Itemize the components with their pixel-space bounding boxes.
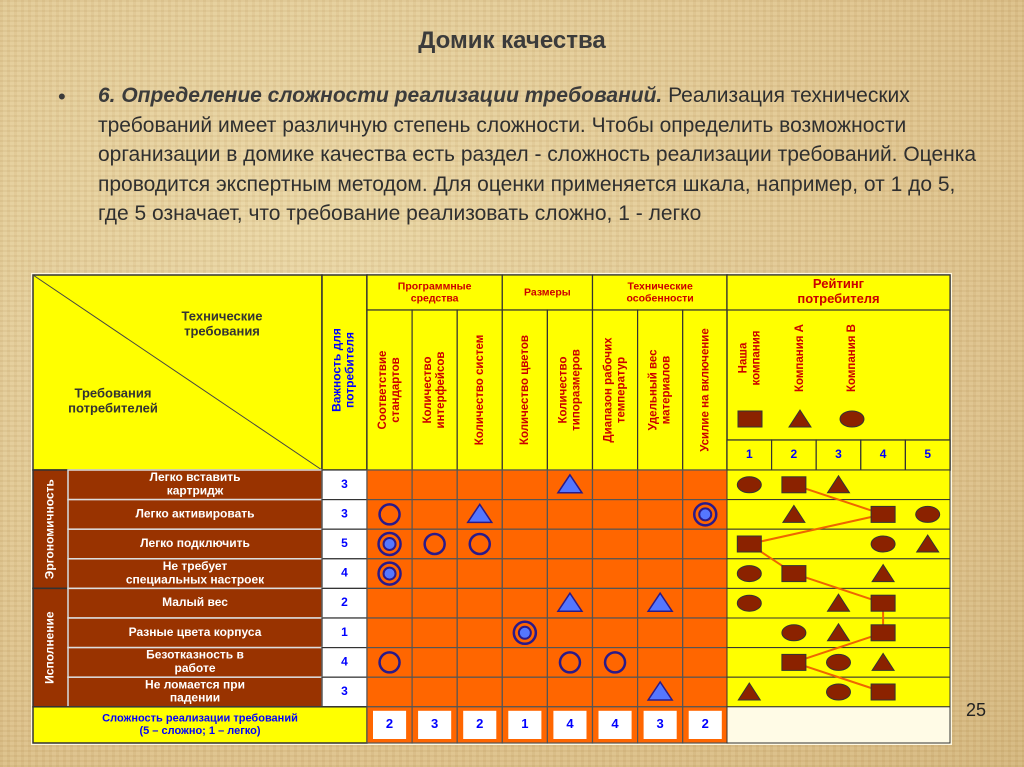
tech-requirement-label: Количествоинтерфейсов	[422, 351, 448, 429]
rating-scale-label: 3	[835, 447, 842, 462]
rating-scale-label: 2	[790, 447, 798, 462]
relation-cell	[593, 677, 638, 707]
relation-cell	[367, 677, 412, 707]
relation-cell	[502, 500, 547, 530]
tech-requirement-label: Соответствиестандартов	[377, 350, 403, 430]
relation-cell	[457, 618, 502, 648]
relation-cell	[683, 677, 728, 707]
rating-company-label: Компания А	[794, 324, 807, 392]
difficulty-value: 3	[431, 716, 439, 732]
relation-cell	[683, 559, 728, 589]
relation-cell	[638, 559, 683, 589]
difficulty-value: 2	[701, 716, 709, 732]
relation-cell	[412, 470, 457, 500]
rating-company-label: Нашакомпания	[737, 330, 763, 386]
importance-value: 4	[341, 654, 348, 669]
relation-cell	[412, 500, 457, 530]
importance-value: 3	[341, 506, 348, 521]
relation-cell	[367, 618, 412, 648]
section-label: Эргономичность	[42, 479, 57, 580]
relation-cell	[367, 470, 412, 500]
group-header-label: Размеры	[524, 286, 571, 299]
section-label: Исполнение	[42, 611, 57, 684]
rating-square-icon	[782, 477, 806, 493]
importance-value: 2	[341, 595, 348, 610]
relation-cell	[683, 529, 728, 559]
relation-cell	[638, 470, 683, 500]
difficulty-value: 3	[656, 716, 664, 732]
relation-cell	[638, 648, 683, 678]
strong-relation-inner-icon	[699, 508, 711, 520]
relation-cell	[593, 588, 638, 618]
tech-requirement-label: Количество цветов	[518, 334, 531, 446]
relation-cell	[593, 618, 638, 648]
customer-requirement-label: Безотказность в работе	[146, 647, 244, 676]
relation-cell	[502, 559, 547, 589]
customer-requirement-label: Легко вставить картридж	[149, 470, 241, 498]
relation-cell	[367, 588, 412, 618]
rating-circle-icon	[827, 654, 851, 670]
bullet-mark: •	[58, 84, 66, 109]
rating-square-icon	[782, 654, 806, 670]
customer-requirement-label: Легко подключить	[140, 536, 250, 551]
rating-scale-label: 1	[745, 447, 753, 462]
difficulty-label: Сложность реализации требований (5 – сложно; 1 – легко)	[102, 712, 298, 737]
rating-circle-icon	[827, 684, 851, 700]
relation-cell	[457, 470, 502, 500]
rating-square-icon	[871, 684, 895, 700]
relation-cell	[547, 500, 592, 530]
strong-relation-inner-icon	[384, 568, 396, 580]
tech-requirement-label: Удельный весматериалов	[647, 349, 673, 431]
rating-company-label: Компания В	[846, 324, 859, 392]
legend-circle-icon	[840, 411, 864, 427]
importance-value: 3	[341, 476, 348, 491]
rating-circle-icon	[916, 506, 940, 522]
relation-cell	[412, 588, 457, 618]
relation-cell	[457, 559, 502, 589]
relation-cell	[502, 588, 547, 618]
rating-circle-icon	[871, 536, 895, 552]
relation-cell	[638, 500, 683, 530]
difficulty-blank-cell	[727, 707, 950, 743]
customer-requirement-label: Малый вес	[162, 595, 228, 610]
legend-square-icon	[738, 411, 762, 427]
relation-cell	[683, 648, 728, 678]
page-number: 25	[966, 700, 987, 720]
strong-relation-inner-icon	[519, 627, 531, 639]
difficulty-value: 1	[521, 716, 529, 732]
rating-scale-label: 4	[879, 447, 887, 462]
paragraph-body: Реализация технических требований имеет различную степень сложности. Чтобы определить возможности организации в домике качества есть раздел - сложность реализации требований. Оценка проводится экспертным методом. Для оценки применяется шкала, например, от 1 до 5, где 5 означает, что требование реализовать сложно, 1 - легко	[98, 84, 977, 225]
rating-header: Рейтинг потребителя	[797, 276, 880, 307]
relation-cell	[502, 677, 547, 707]
relation-cell	[502, 470, 547, 500]
tech-requirement-label: Количество систем	[473, 334, 486, 446]
relation-cell	[593, 470, 638, 500]
rating-square-icon	[782, 566, 806, 582]
relation-cell	[457, 677, 502, 707]
difficulty-value: 4	[566, 716, 574, 732]
tech-requirement-label: Усилие на включение	[699, 328, 712, 452]
corner-tech-label: Технические требования	[181, 309, 263, 339]
relation-cell	[412, 559, 457, 589]
group-header-label: Программные средства	[397, 280, 472, 305]
rating-square-icon	[871, 625, 895, 641]
importance-header: Важность дляпотребителя	[329, 328, 357, 412]
importance-value: 4	[341, 565, 348, 580]
relation-cell	[502, 529, 547, 559]
tech-requirement-label: Диапазон рабочихтемператур	[602, 337, 628, 443]
rating-square-icon	[871, 595, 895, 611]
relation-cell	[593, 559, 638, 589]
difficulty-value: 2	[476, 716, 484, 732]
rating-circle-icon	[737, 477, 761, 493]
group-header-label: Технические особенности	[626, 280, 694, 305]
relation-cell	[683, 588, 728, 618]
rating-circle-icon	[737, 595, 761, 611]
slide-title: Домик качества	[418, 27, 606, 54]
relation-cell	[683, 470, 728, 500]
relation-cell	[547, 618, 592, 648]
difficulty-value: 2	[385, 716, 394, 732]
relation-cell	[412, 648, 457, 678]
customer-requirement-label: Легко активировать	[135, 506, 255, 521]
relation-cell	[547, 677, 592, 707]
paragraph-lead: 6. Определение сложности реализации требований.	[98, 84, 663, 107]
relation-cell	[502, 648, 547, 678]
relation-cell	[547, 529, 592, 559]
importance-value: 1	[341, 624, 348, 639]
rating-scale-label: 5	[924, 447, 932, 462]
relation-cell	[457, 648, 502, 678]
rating-square-icon	[737, 536, 761, 552]
relation-cell	[638, 618, 683, 648]
difficulty-value: 4	[611, 716, 619, 732]
rating-circle-icon	[782, 625, 806, 641]
corner-customer-label: Требования потребителей	[68, 386, 158, 416]
relation-cell	[638, 529, 683, 559]
strong-relation-inner-icon	[384, 538, 396, 550]
customer-requirement-label: Разные цвета корпуса	[128, 624, 262, 639]
customer-requirement-label: Не требует специальных настроек	[125, 559, 265, 587]
tech-requirement-label: Количествотипоразмеров	[557, 349, 583, 431]
relation-cell	[547, 559, 592, 589]
importance-value: 5	[341, 536, 348, 551]
relation-cell	[593, 529, 638, 559]
relation-cell	[683, 618, 728, 648]
relation-cell	[457, 588, 502, 618]
rating-circle-icon	[737, 566, 761, 582]
relation-cell	[412, 618, 457, 648]
relation-cell	[412, 677, 457, 707]
relation-cell	[593, 500, 638, 530]
importance-value: 3	[341, 684, 348, 699]
customer-requirement-label: Не ломается при падении	[145, 677, 245, 705]
rating-square-icon	[871, 506, 895, 522]
